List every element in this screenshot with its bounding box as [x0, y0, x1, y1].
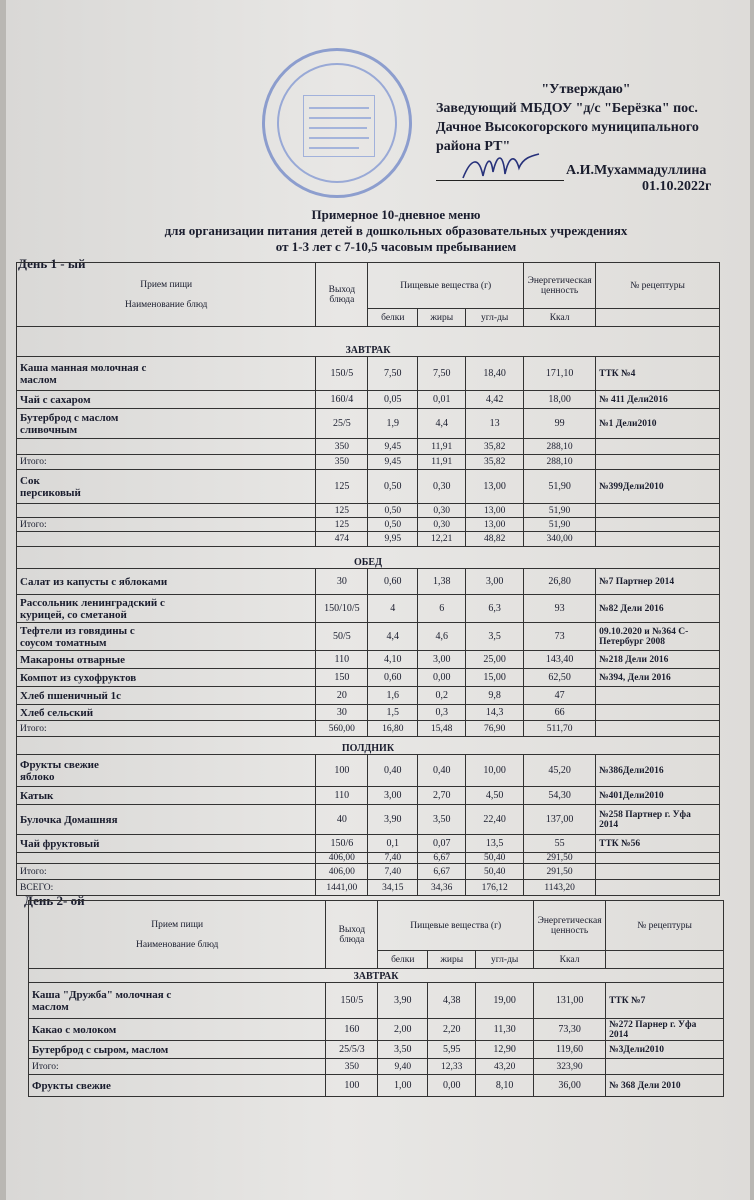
header-energy: Энергетическая ценность [534, 901, 606, 951]
total-yield: 350 [326, 1059, 378, 1075]
dish-carbs: 9,8 [466, 687, 524, 705]
total-carbs: 48,82 [466, 532, 524, 547]
total-fat: 11,91 [418, 455, 466, 470]
total-row [17, 721, 720, 737]
total-yield: 406,00 [316, 853, 368, 864]
total-yield: 560,00 [316, 721, 368, 737]
dish-name: Компот из сухофруктов [17, 669, 316, 687]
dish-fat: 4,6 [418, 623, 466, 651]
dish-kcal: 171,10 [524, 357, 596, 391]
dish-recipe [596, 705, 720, 721]
section-title: ОБЕД [17, 547, 720, 569]
dish-name: Чай фруктовый [17, 835, 316, 853]
total-yield: 350 [316, 439, 368, 455]
total-recipe-empty [596, 504, 720, 518]
dish-kcal: 137,00 [524, 805, 596, 835]
dish-kcal: 73 [524, 623, 596, 651]
table-row [17, 651, 720, 669]
header-energy: Энергетическая ценность [524, 263, 596, 309]
dish-carbs: 3,00 [466, 569, 524, 595]
header-dish: Наименование блюд [125, 299, 208, 310]
dish-kcal: 119,60 [534, 1041, 606, 1059]
dish-fat: 6 [418, 595, 466, 623]
dish-yield: 50/5 [316, 623, 368, 651]
header-recipe: № рецептуры [606, 901, 724, 951]
table-row [17, 357, 720, 391]
dish-fat: 1,38 [418, 569, 466, 595]
header-fat: жиры [428, 951, 476, 969]
table-row [17, 755, 720, 787]
total-yield: 406,00 [316, 864, 368, 880]
total-kcal: 288,10 [524, 455, 596, 470]
dish-yield: 150/5 [326, 983, 378, 1019]
total-kcal: 1143,20 [524, 880, 596, 896]
dish-carbs: 4,42 [466, 391, 524, 409]
section-title: ЗАВТРАК [29, 969, 724, 983]
total-carbs: 50,40 [466, 853, 524, 864]
total-kcal: 51,90 [524, 504, 596, 518]
total-recipe-empty [596, 439, 720, 455]
header-protein: белки [368, 309, 418, 327]
dish-protein: 3,90 [378, 983, 428, 1019]
total-label [17, 853, 316, 864]
table-row [29, 1019, 724, 1041]
total-fat: 6,67 [418, 864, 466, 880]
total-yield: 1441,00 [316, 880, 368, 896]
dish-yield: 30 [316, 569, 368, 595]
total-kcal: 291,50 [524, 864, 596, 880]
total-carbs: 35,82 [466, 455, 524, 470]
table-row [17, 705, 720, 721]
table-row [17, 391, 720, 409]
dish-protein: 1,9 [368, 409, 418, 439]
total-carbs: 76,90 [466, 721, 524, 737]
dish-name: Сок персиковый [17, 470, 316, 504]
signer-name: А.И.Мухаммадуллина [566, 163, 707, 178]
dish-carbs: 15,00 [466, 669, 524, 687]
dish-carbs: 8,10 [476, 1075, 534, 1097]
dish-yield: 25/5 [316, 409, 368, 439]
total-protein: 34,15 [368, 880, 418, 896]
signature-line [436, 180, 564, 181]
dish-protein: 3,00 [368, 787, 418, 805]
dish-name: Хлеб сельский [17, 705, 316, 721]
total-carbs: 35,82 [466, 439, 524, 455]
section-lunch [17, 547, 720, 569]
total-fat: 12,33 [428, 1059, 476, 1075]
total-label: Итого: [29, 1059, 326, 1075]
total-recipe-empty [596, 864, 720, 880]
dish-yield: 150 [316, 669, 368, 687]
dish-yield: 40 [316, 805, 368, 835]
section-breakfast [29, 969, 724, 983]
dish-carbs: 10,00 [466, 755, 524, 787]
dish-name: Каша "Дружба" молочная с маслом [29, 983, 326, 1019]
total-label: Итого: [17, 518, 316, 532]
total-row [29, 1059, 724, 1075]
dish-kcal: 93 [524, 595, 596, 623]
dish-carbs: 13,00 [466, 470, 524, 504]
total-kcal: 323,90 [534, 1059, 606, 1075]
total-recipe-empty [606, 1059, 724, 1075]
dish-fat: 5,95 [428, 1041, 476, 1059]
total-protein: 9,40 [378, 1059, 428, 1075]
day2-label: День 2- ой [24, 893, 85, 908]
dish-yield: 25/5/3 [326, 1041, 378, 1059]
dish-yield: 160/4 [316, 391, 368, 409]
total-label: Итого: [17, 455, 316, 470]
table-row [17, 409, 720, 439]
dish-fat: 0,3 [418, 705, 466, 721]
dish-kcal: 54,30 [524, 787, 596, 805]
section-title: ПОЛДНИК [17, 737, 720, 755]
total-recipe-empty [596, 518, 720, 532]
table-row [17, 787, 720, 805]
total-yield: 474 [316, 532, 368, 547]
total-fat: 6,67 [418, 853, 466, 864]
dish-protein: 0,40 [368, 755, 418, 787]
table-row [17, 623, 720, 651]
dish-protein: 1,6 [368, 687, 418, 705]
dish-carbs: 14,3 [466, 705, 524, 721]
total-label: Итого: [17, 721, 316, 737]
dish-recipe: №258 Партнер г. Уфа 2014 [596, 805, 720, 835]
total-protein: 7,40 [368, 853, 418, 864]
day1-label: День 1 - ый [18, 256, 86, 271]
table-row [17, 835, 720, 853]
total-protein: 0,50 [368, 504, 418, 518]
dish-name: Какао с молоком [29, 1019, 326, 1041]
dish-recipe: № 368 Дели 2010 [606, 1075, 724, 1097]
dish-kcal: 36,00 [534, 1075, 606, 1097]
dish-recipe: №399Дели2010 [596, 470, 720, 504]
total-row [17, 853, 720, 864]
table-row [17, 805, 720, 835]
total-protein: 9,95 [368, 532, 418, 547]
dish-recipe: № 411 Дели2016 [596, 391, 720, 409]
dish-kcal: 47 [524, 687, 596, 705]
dish-recipe: №401Дели2010 [596, 787, 720, 805]
approval-position: Заведующий МБДОУ "д/с "Берёзка" пос. Дачное Высокогорского муниципального района РТ" [436, 101, 699, 154]
header-meal: Прием пищи [151, 919, 204, 930]
dish-protein: 3,50 [378, 1041, 428, 1059]
header-dish: Наименование блюд [136, 939, 219, 950]
total-label [17, 504, 316, 518]
dish-recipe: №1 Дели2010 [596, 409, 720, 439]
dish-carbs: 22,40 [466, 805, 524, 835]
dish-carbs: 25,00 [466, 651, 524, 669]
dish-recipe: ТТК №56 [596, 835, 720, 853]
dish-fat: 3,50 [418, 805, 466, 835]
header-nutrients: Пищевые вещества (г) [378, 901, 534, 951]
dish-yield: 110 [316, 651, 368, 669]
dish-name: Салат из капусты с яблоками [17, 569, 316, 595]
dish-fat: 4,4 [418, 409, 466, 439]
total-protein: 0,50 [368, 518, 418, 532]
dish-fat: 2,20 [428, 1019, 476, 1041]
approval-title: "Утверждаю" [541, 82, 631, 97]
header-fat: жиры [418, 309, 466, 327]
dish-protein: 1,5 [368, 705, 418, 721]
total-carbs: 176,12 [466, 880, 524, 896]
dish-yield: 150/6 [316, 835, 368, 853]
total-yield: 350 [316, 455, 368, 470]
dish-yield: 100 [316, 755, 368, 787]
dish-name: Бутерброд с сыром, маслом [29, 1041, 326, 1059]
dish-kcal: 45,20 [524, 755, 596, 787]
dish-kcal: 66 [524, 705, 596, 721]
header-yield: Выход блюда [326, 901, 378, 969]
dish-name: Чай с сахаром [17, 391, 316, 409]
total-label: ВСЕГО: [17, 880, 316, 896]
dish-recipe: №218 Дели 2016 [596, 651, 720, 669]
dish-fat: 3,00 [418, 651, 466, 669]
dish-recipe: №394, Дели 2016 [596, 669, 720, 687]
dish-fat: 0,00 [428, 1075, 476, 1097]
table-row [29, 983, 724, 1019]
dish-yield: 20 [316, 687, 368, 705]
total-carbs: 13,00 [466, 504, 524, 518]
total-carbs: 43,20 [476, 1059, 534, 1075]
total-kcal: 340,00 [524, 532, 596, 547]
total-fat: 34,36 [418, 880, 466, 896]
dish-name: Бутерброд с маслом сливочным [17, 409, 316, 439]
dish-protein: 0,50 [368, 470, 418, 504]
dish-name: Фрукты свежие яблоко [17, 755, 316, 787]
dish-fat: 0,30 [418, 470, 466, 504]
total-row [17, 504, 720, 518]
total-fat: 11,91 [418, 439, 466, 455]
dish-protein: 3,90 [368, 805, 418, 835]
dish-yield: 150/10/5 [316, 595, 368, 623]
total-fat: 15,48 [418, 721, 466, 737]
total-label [17, 439, 316, 455]
dish-protein: 4 [368, 595, 418, 623]
total-protein: 9,45 [368, 455, 418, 470]
total-kcal: 511,70 [524, 721, 596, 737]
total-recipe-empty [596, 880, 720, 896]
total-kcal: 291,50 [524, 853, 596, 864]
total-protein: 16,80 [368, 721, 418, 737]
total-recipe-empty [596, 532, 720, 547]
dish-carbs: 13,5 [466, 835, 524, 853]
header-recipe: № рецептуры [596, 263, 720, 309]
dish-recipe: №7 Партнер 2014 [596, 569, 720, 595]
total-protein: 9,45 [368, 439, 418, 455]
menu-subtitle: для организации питания детей в дошкольных образовательных учреждениях [164, 223, 628, 238]
table-header-row [29, 901, 724, 951]
total-recipe-empty [596, 853, 720, 864]
header-kcal: Ккал [534, 951, 606, 969]
dish-kcal: 62,50 [524, 669, 596, 687]
total-row [17, 518, 720, 532]
dish-recipe: ТТК №7 [606, 983, 724, 1019]
total-row [17, 864, 720, 880]
table-row [17, 687, 720, 705]
dish-fat: 0,40 [418, 755, 466, 787]
table-row [29, 1041, 724, 1059]
header-kcal: Ккал [524, 309, 596, 327]
dish-fat: 2,70 [418, 787, 466, 805]
dish-name: Булочка Домашняя [17, 805, 316, 835]
dish-fat: 0,00 [418, 669, 466, 687]
total-kcal: 288,10 [524, 439, 596, 455]
total-row [17, 532, 720, 547]
dish-carbs: 11,30 [476, 1019, 534, 1041]
handwritten-signature [461, 148, 541, 188]
dish-kcal: 51,90 [524, 470, 596, 504]
table-row [17, 595, 720, 623]
table-header-row [17, 263, 720, 309]
approval-block [436, 80, 736, 156]
header-protein: белки [378, 951, 428, 969]
dish-carbs: 18,40 [466, 357, 524, 391]
dish-recipe: №386Дели2016 [596, 755, 720, 787]
dish-kcal: 26,80 [524, 569, 596, 595]
section-title: ЗАВТРАК [17, 327, 720, 357]
document-page [6, 0, 750, 1200]
dish-recipe: №3Дели2010 [606, 1041, 724, 1059]
total-label: Итого: [17, 864, 316, 880]
total-row [17, 439, 720, 455]
dish-carbs: 19,00 [476, 983, 534, 1019]
header-yield: Выход блюда [316, 263, 368, 327]
section-breakfast [17, 327, 720, 357]
total-recipe-empty [596, 721, 720, 737]
dish-yield: 100 [326, 1075, 378, 1097]
dish-yield: 160 [326, 1019, 378, 1041]
dish-carbs: 12,90 [476, 1041, 534, 1059]
dish-protein: 0,1 [368, 835, 418, 853]
dish-yield: 150/5 [316, 357, 368, 391]
dish-name: Рассольник ленинградский с курицей, со сметаной [17, 595, 316, 623]
total-fat: 0,30 [418, 504, 466, 518]
total-carbs: 13,00 [466, 518, 524, 532]
dish-name: Макароны отварные [17, 651, 316, 669]
approval-date: 01.10.2022г [642, 179, 712, 194]
dish-yield: 30 [316, 705, 368, 721]
dish-carbs: 4,50 [466, 787, 524, 805]
section-afternoon [17, 737, 720, 755]
table-row [29, 1075, 724, 1097]
dish-recipe: №272 Парнер г. Уфа 2014 [606, 1019, 724, 1041]
dish-protein: 1,00 [378, 1075, 428, 1097]
dish-name: Каша манная молочная с маслом [17, 357, 316, 391]
dish-kcal: 143,40 [524, 651, 596, 669]
total-protein: 7,40 [368, 864, 418, 880]
total-row [17, 455, 720, 470]
day2-menu-table [28, 900, 724, 1097]
dish-protein: 0,05 [368, 391, 418, 409]
total-carbs: 50,40 [466, 864, 524, 880]
day1-menu-table [16, 262, 720, 896]
dish-fat: 4,38 [428, 983, 476, 1019]
table-row [17, 569, 720, 595]
menu-age-note: от 1-3 лет с 7-10,5 часовым пребыванием [275, 239, 517, 254]
dish-protein: 4,10 [368, 651, 418, 669]
table-row [17, 470, 720, 504]
table-row [17, 669, 720, 687]
dish-recipe: 09.10.2020 и №364 С- Петербург 2008 [596, 623, 720, 651]
dish-protein: 2,00 [378, 1019, 428, 1041]
header-nutrients: Пищевые вещества (г) [368, 263, 524, 309]
dish-yield: 110 [316, 787, 368, 805]
total-fat: 12,21 [418, 532, 466, 547]
dish-recipe [596, 687, 720, 705]
dish-kcal: 73,30 [534, 1019, 606, 1041]
header-carbs: угл-ды [476, 951, 534, 969]
dish-fat: 7,50 [418, 357, 466, 391]
dish-name: Фрукты свежие [29, 1075, 326, 1097]
dish-name: Катык [17, 787, 316, 805]
header-carbs: угл-ды [466, 309, 524, 327]
total-kcal: 51,90 [524, 518, 596, 532]
official-stamp [262, 48, 412, 198]
dish-recipe: №82 Дели 2016 [596, 595, 720, 623]
dish-fat: 0,01 [418, 391, 466, 409]
dish-fat: 0,2 [418, 687, 466, 705]
dish-kcal: 55 [524, 835, 596, 853]
dish-recipe: ТТК №4 [596, 357, 720, 391]
dish-fat: 0,07 [418, 835, 466, 853]
dish-kcal: 131,00 [534, 983, 606, 1019]
dish-name: Тефтели из говядины с соусом томатным [17, 623, 316, 651]
dish-carbs: 3,5 [466, 623, 524, 651]
total-row [17, 880, 720, 896]
total-recipe-empty [596, 455, 720, 470]
total-yield: 125 [316, 504, 368, 518]
dish-carbs: 13 [466, 409, 524, 439]
dish-kcal: 99 [524, 409, 596, 439]
total-fat: 0,30 [418, 518, 466, 532]
dish-protein: 0,60 [368, 569, 418, 595]
dish-protein: 0,60 [368, 669, 418, 687]
header-meal: Прием пищи [140, 279, 193, 290]
total-label [17, 532, 316, 547]
dish-name: Хлеб пшеничный 1с [17, 687, 316, 705]
dish-carbs: 6,3 [466, 595, 524, 623]
dish-protein: 7,50 [368, 357, 418, 391]
menu-title: Примерное 10-дневное меню [311, 207, 481, 222]
dish-protein: 4,4 [368, 623, 418, 651]
dish-yield: 125 [316, 470, 368, 504]
total-yield: 125 [316, 518, 368, 532]
dish-kcal: 18,00 [524, 391, 596, 409]
